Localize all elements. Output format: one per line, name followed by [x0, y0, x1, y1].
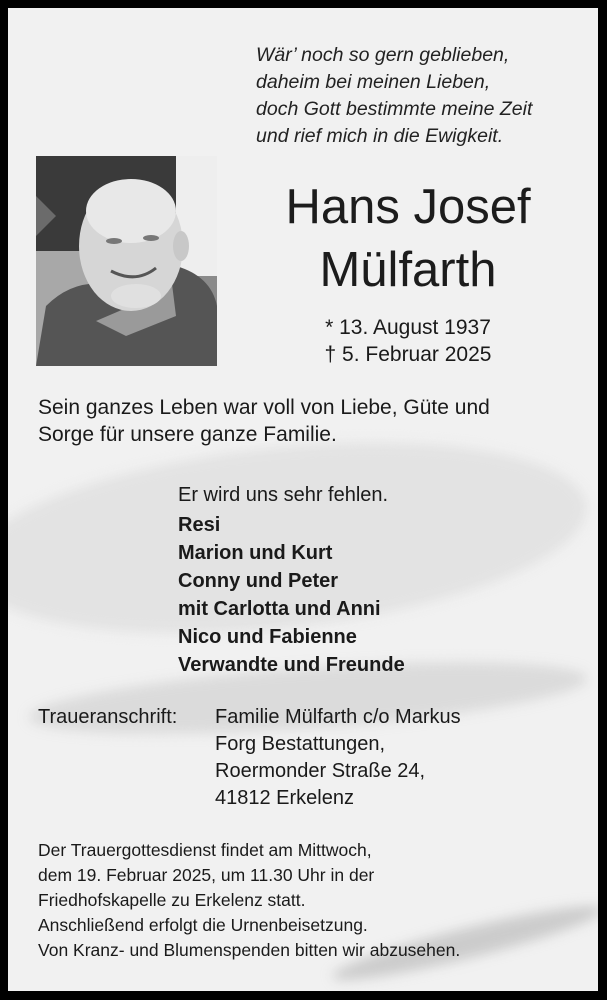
mourner: Marion und Kurt — [178, 542, 333, 564]
service-line: Der Trauergottesdienst findet am Mittwoch, — [38, 840, 372, 860]
portrait-illustration — [36, 156, 217, 366]
mourner: Conny und Peter — [178, 570, 339, 592]
mourner: Nico und Fabienne — [178, 626, 357, 648]
poem — [256, 42, 532, 150]
poem-line: Wär’ noch so gern geblieben, — [256, 44, 510, 66]
address-line: Familie Mülfarth c/o Markus — [215, 706, 461, 728]
first-names: Hans Josef — [285, 180, 531, 234]
service-line: Friedhofskapelle zu Erkelenz statt. — [38, 890, 306, 910]
mourners-list — [178, 511, 405, 679]
obituary-card — [8, 8, 598, 991]
tribute-text — [38, 394, 490, 448]
tribute-line: Sein ganzes Leben war voll von Liebe, Güte und — [38, 396, 490, 419]
service-line: Von Kranz- und Blumenspenden bitten wir abzusehen. — [38, 940, 461, 960]
address-line: Roermonder Straße 24, — [215, 760, 426, 782]
life-dates — [218, 314, 598, 368]
poem-line: daheim bei meinen Lieben, — [256, 71, 491, 93]
tribute-line: Sorge für unsere ganze Familie. — [38, 423, 337, 446]
death-date: † 5. Februar 2025 — [324, 343, 492, 366]
address-line: Forg Bestattungen, — [215, 733, 386, 755]
mourner: Verwandte und Freunde — [178, 654, 405, 676]
mourner: mit Carlotta und Anni — [178, 598, 381, 620]
deceased-name — [218, 176, 598, 302]
closing-sentiment: Er wird uns sehr fehlen. — [178, 484, 389, 506]
address-line: 41812 Erkelenz — [215, 787, 354, 809]
poem-line: und rief mich in die Ewigkeit. — [256, 125, 504, 147]
mourning-address — [38, 704, 461, 812]
portrait-photo — [36, 156, 217, 366]
address-label: Traueranschrift: — [38, 706, 178, 728]
service-line: Anschließend erfolgt die Urnenbeisetzung. — [38, 915, 368, 935]
address-lines — [215, 704, 461, 812]
poem-line: doch Gott bestimmte meine Zeit — [256, 98, 533, 120]
birth-date: * 13. August 1937 — [325, 316, 491, 339]
surname: Mülfarth — [319, 243, 497, 297]
mourner: Resi — [178, 514, 221, 536]
service-info — [38, 838, 460, 963]
service-line: dem 19. Februar 2025, um 11.30 Uhr in der — [38, 865, 375, 885]
